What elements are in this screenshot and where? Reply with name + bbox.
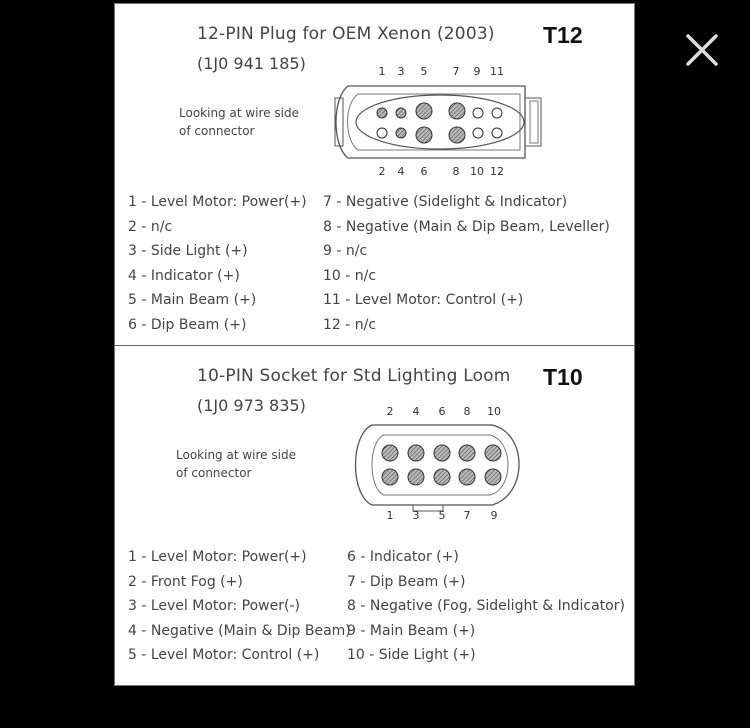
t10-legend-left <box>128 545 351 668</box>
legend-item: 7 - Negative (Sidelight & Indicator) <box>323 194 568 210</box>
legend-item: 9 - n/c <box>323 243 368 259</box>
close-button[interactable] <box>680 28 724 72</box>
t12-connector <box>330 76 550 166</box>
legend-item: 12 - n/c <box>323 316 377 333</box>
close-icon <box>680 28 724 72</box>
legend-item: 9 - Main Beam (+) <box>347 622 476 639</box>
legend-item: 8 - Negative (Fog, Sidelight & Indicator) <box>347 598 625 614</box>
legend-item: 1 - Level Motor: Power(+) <box>128 194 307 210</box>
t12-legend-right <box>323 190 610 337</box>
legend-item: 10 - n/c <box>323 267 377 284</box>
legend-item: 5 - Level Motor: Control (+) <box>128 647 320 663</box>
legend-item: 3 - Side Light (+) <box>128 243 248 259</box>
t12-note: Looking at wire side of connector <box>179 106 299 138</box>
t12-pin-numbers-bottom: 2 4 6 8 10 12 <box>378 165 504 178</box>
t12-part-number: (1J0 941 185) <box>197 54 306 73</box>
t10-part-number: (1J0 973 835) <box>197 396 306 415</box>
legend-item: 3 - Level Motor: Power(-) <box>128 598 300 614</box>
pinout-diagram <box>114 3 635 686</box>
legend-item: 2 - n/c <box>128 218 173 235</box>
section-divider <box>115 345 634 346</box>
legend-item: 11 - Level Motor: Control (+) <box>323 292 524 308</box>
t10-note: Looking at wire side of connector <box>176 448 296 480</box>
t10-title: 10-PIN Socket for Std Lighting Loom <box>197 366 511 386</box>
t10-pin-numbers-bottom: 1 3 5 7 9 <box>386 509 498 522</box>
legend-item: 4 - Indicator (+) <box>128 267 240 284</box>
t12-title: 12-PIN Plug for OEM Xenon (2003) <box>197 24 495 44</box>
legend-item: 8 - Negative (Main & Dip Beam, Leveller) <box>323 218 610 235</box>
t12-code: T12 <box>543 22 583 48</box>
legend-item: 6 - Dip Beam (+) <box>128 316 247 333</box>
t10-legend-right <box>347 545 625 668</box>
legend-item: 7 - Dip Beam (+) <box>347 573 466 590</box>
legend-item: 1 - Level Motor: Power(+) <box>128 549 307 565</box>
t10-code: T10 <box>543 364 583 390</box>
t10-connector <box>350 419 530 511</box>
legend-item: 10 - Side Light (+) <box>347 647 476 663</box>
legend-item: 6 - Indicator (+) <box>347 549 459 565</box>
legend-item: 2 - Front Fog (+) <box>128 573 243 590</box>
legend-item: 5 - Main Beam (+) <box>128 292 257 308</box>
t12-legend-left <box>128 190 307 337</box>
t12-pin-numbers-top: 1 3 5 7 9 11 <box>378 65 504 78</box>
t10-pin-numbers-top: 2 4 6 8 10 <box>386 405 501 418</box>
legend-item: 4 - Negative (Main & Dip Beam) <box>128 622 351 639</box>
